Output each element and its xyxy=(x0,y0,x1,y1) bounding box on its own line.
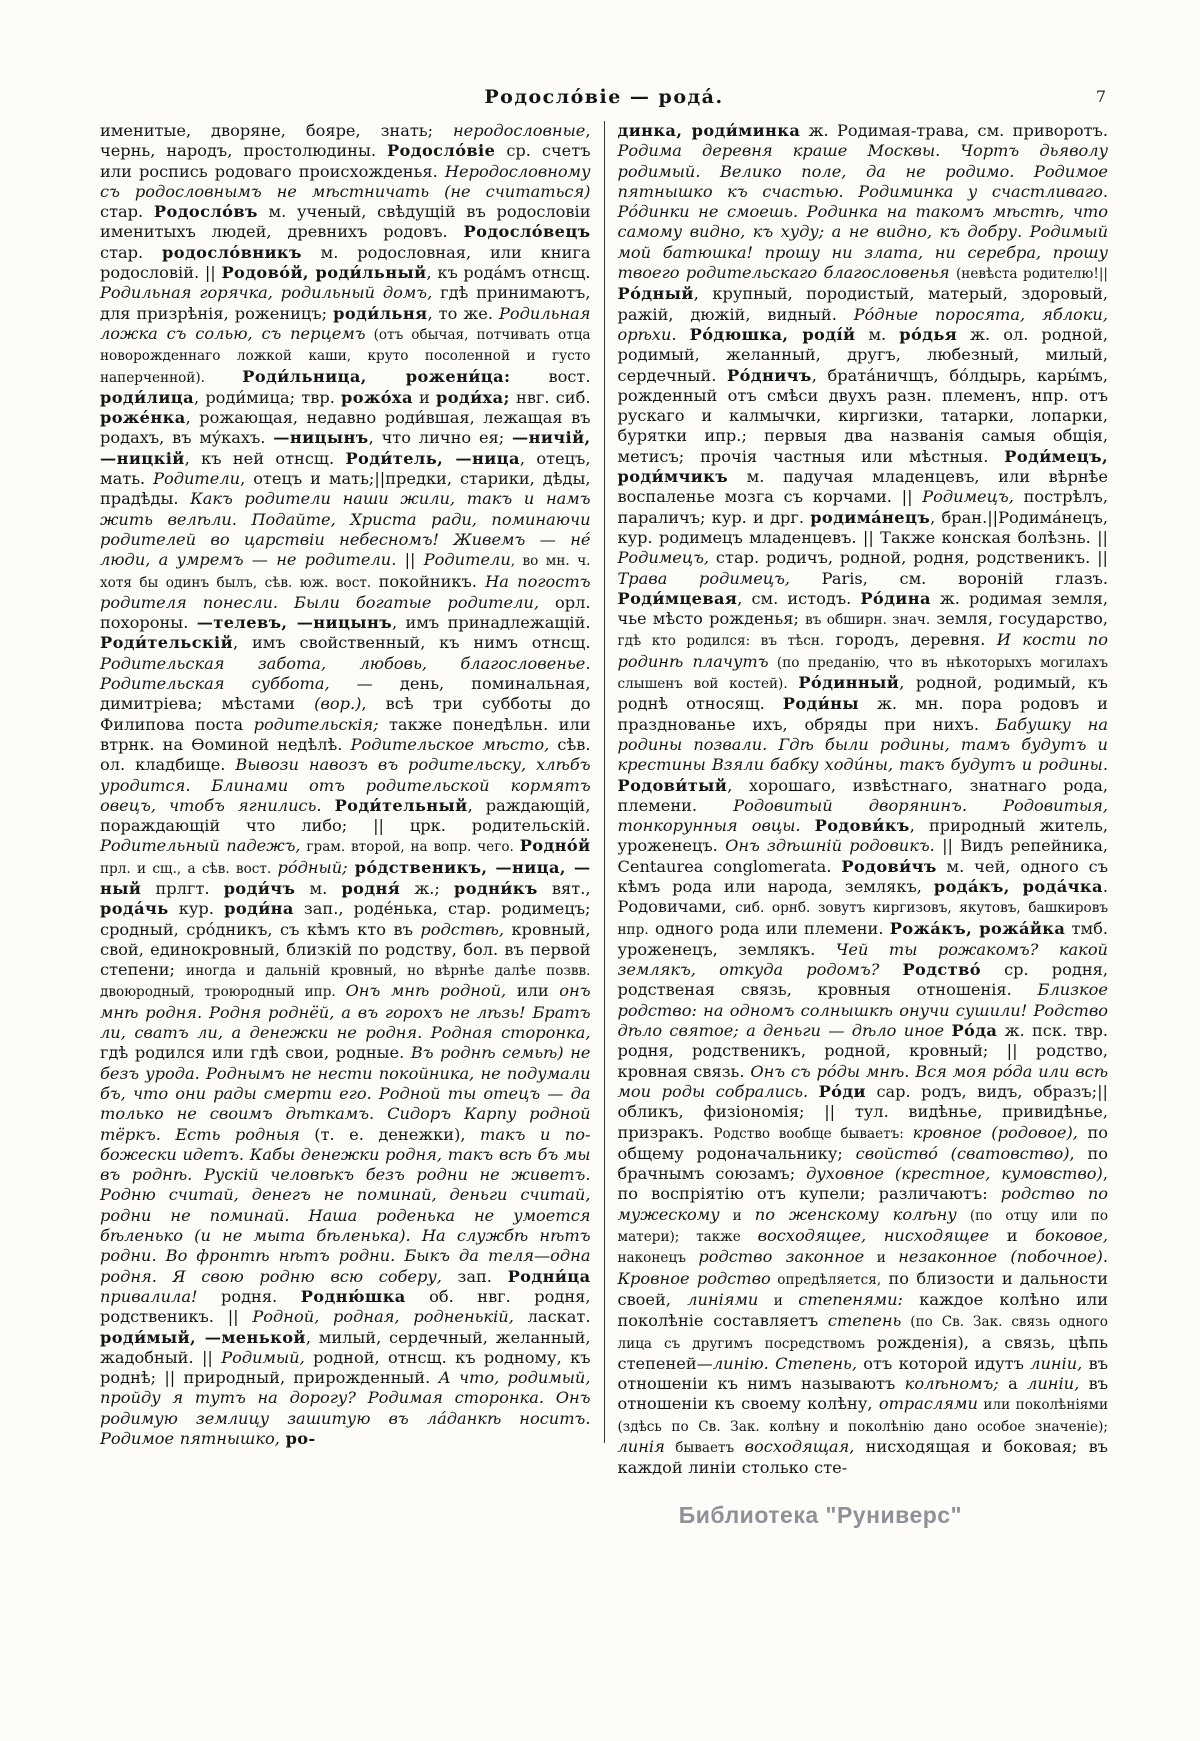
text-segment: по общему родоначальнику; xyxy=(617,1122,1108,1163)
text-segment: Роди́тельный xyxy=(334,795,468,815)
text-segment: восходящее, нисходящее xyxy=(757,1226,990,1246)
text-segment: Рóдный xyxy=(617,284,694,304)
text-segment: Родильная горячка, родильный домъ, xyxy=(100,283,433,303)
text-segment: Родители xyxy=(423,550,511,570)
text-segment: кур. xyxy=(168,899,225,919)
text-segment: м. xyxy=(855,324,900,344)
page-number: 7 xyxy=(1095,87,1106,106)
text-segment: , во мн. ч. хотя бы одинъ былъ, сѣв. юж. вост. xyxy=(100,553,591,591)
text-segment: наконецъ xyxy=(617,1250,699,1267)
text-segment: Рóдинный xyxy=(798,673,900,693)
text-segment: родня́ xyxy=(341,878,401,898)
text-segment: ласкат. xyxy=(513,1307,591,1327)
text-segment: незаконное (побочное). Кровное родство xyxy=(617,1247,1109,1288)
text-segment xyxy=(322,796,335,815)
text-segment: (вор.) xyxy=(314,694,362,714)
text-segment: ж. ол. родной, родимый, желанный, другъ, любезный, милый, сердечный. xyxy=(617,324,1108,385)
text-segment: ж.; xyxy=(400,878,455,898)
text-segment: иногда и дальній кровный, но вѣрнѣе далѣе позвв. двоюродный, троюродный ипр. xyxy=(100,963,591,1001)
text-segment: родáчь xyxy=(100,899,169,919)
text-segment: Родови́чъ xyxy=(841,856,937,876)
text-segment: , къ ней отнсщ. xyxy=(184,448,346,468)
text-segment: Родимецъ, xyxy=(922,487,1014,507)
text-segment: Роднóй xyxy=(519,836,591,856)
text-segment: грам. второй, на вопр. чего. xyxy=(300,839,520,856)
text-segment: Неродословному съ родословнымъ не мѣстничать (не считаться) xyxy=(100,161,591,201)
text-segment: Родню́шка xyxy=(300,1286,406,1306)
text-segment: опредѣляется, xyxy=(770,1271,882,1288)
text-segment: —ницынъ xyxy=(273,428,369,448)
text-segment: прл. и сщ., а сѣв. вост. xyxy=(100,860,278,877)
text-segment: (невѣста родителю!|| xyxy=(955,266,1108,283)
text-segment: Paris, см. вороній глазъ. xyxy=(790,568,1108,588)
text-segment: м. падучая младенцевъ, или вѣрнѣе воспаленье мозга съ корчами. || xyxy=(617,467,1108,507)
text-segment: рóдья xyxy=(899,324,958,344)
text-segment: роди́лица xyxy=(100,387,194,407)
text-segment: , крупный, породистый, матерый, здоровый, ражій, дюжій, видный. xyxy=(617,284,1108,324)
text-segment: Роди́тельскій xyxy=(100,633,233,653)
text-segment: такъ и по-божески идетъ. Кабы денежки родня, такъ всѣ бъ мы въ роднѣ. Рускій человѣкъ безъ родни не живетъ. Родню считай, денегъ не поминай, деньги считай, родни не поминай. Наша роденька не умоется бѣленько (и не мыта бѣленька). На службѣ нѣтъ родни. Во фронтѣ нѣтъ родни. Быкъ да теля—одна родня. Я свою родню всю соберу, xyxy=(100,1124,591,1286)
text-segment: , см. истодъ. xyxy=(737,588,861,608)
text-segment: ж. мн. пора родовъ и празднованье ихъ, обряды при нихъ. xyxy=(617,694,1108,734)
text-segment: родимáнецъ xyxy=(810,507,931,527)
text-segment: и xyxy=(989,1226,1036,1246)
text-segment: ж. пск. твр. родня, родственикъ, родной, кровный; || родство, кровная связь. xyxy=(617,1021,1109,1081)
text-segment: — день, поминальная, димитріева; мѣстами xyxy=(100,674,591,714)
text-segment: Родительское мѣсто, xyxy=(350,734,550,754)
text-segment: онъ мнѣ родня. Родня роднёй, а въ горохъ не лѣзь! Братъ ли, сватъ ли, а денежки не родня. Родная сторонка, xyxy=(100,981,591,1043)
text-segment: ро- xyxy=(285,1429,316,1448)
text-segment: ж. Родимая-трава, см. приворотъ. xyxy=(800,121,1108,140)
text-segment: Родительская забота, любовь, благословенье. Родительская суббота, xyxy=(100,653,591,694)
text-segment: , рожающая, недавно роди́вшая, лежащая въ родахъ, въ мýкахъ. xyxy=(100,408,591,448)
text-segment: рожéнка xyxy=(100,408,186,428)
page-header-title: Родослóвіе — родá. xyxy=(484,86,724,108)
text-segment: Рóди xyxy=(818,1081,866,1101)
text-segment: и xyxy=(758,1292,799,1309)
text-segment: Рóдные поросята, яблоки, орѣхи. xyxy=(617,304,1108,344)
text-segment: каждое колѣно или поколѣніе составляетъ xyxy=(617,1289,1108,1331)
text-segment: пострѣлъ, параличъ; кур. и дрг. xyxy=(617,487,1108,527)
text-segment: , братáничщъ, бóлдырь, кары́мъ, рожденный отъ смѣси двухъ разн. племенъ, нпр. отъ рускаго и калмычки, киргизки, татарки, лопарки, бурятки ипр.; первыя два названія самыя общія, метисъ; прочія частныя или мѣстныя. xyxy=(617,365,1108,466)
text-segment: , то же. xyxy=(427,303,500,323)
text-segment: неродословные xyxy=(453,121,586,140)
text-segment: Родствó xyxy=(902,960,981,980)
text-segment: Роди́льница, рожени́ца: xyxy=(242,366,511,386)
text-segment: въ отношеніи къ нимъ называютъ xyxy=(617,1353,1109,1394)
text-segment: . Родовичами, xyxy=(617,876,1108,917)
text-segment: Бабушку на родины позвали. Гдѣ были родины, тамъ будутъ и крестины Взяли бабку ходи́ны, такъ будутъ и родины. xyxy=(617,714,1108,775)
text-segment: || xyxy=(396,550,424,570)
text-segment: Онъ мнѣ родной, xyxy=(345,981,507,1001)
page-header xyxy=(100,86,1108,108)
text-segment: Рóда xyxy=(951,1021,998,1041)
text-segment: родительскія; xyxy=(253,714,379,734)
text-segment: , родной, родимый, къ роднѣ относящ. xyxy=(617,673,1108,714)
text-segment: , милый, сердечный, желанный, жадобный. || xyxy=(100,1327,591,1367)
text-segment: Роди́тель, —ница xyxy=(345,448,520,468)
text-segment: , отецъ и мать;||предки, старики, дѣды, прадѣды. xyxy=(100,469,591,509)
text-segment: —телевъ, —ницынъ xyxy=(196,613,393,633)
text-segment: по близости и дальности своей, xyxy=(617,1268,1108,1309)
text-segment: бываетъ xyxy=(664,1440,745,1456)
text-segment: Близкое родство: на одномъ солнышкѣ онучи сушили! Родство дѣло святое; а деньги — дѣло иное xyxy=(617,980,1108,1041)
text-segment: боковое, xyxy=(1035,1226,1109,1246)
text-segment: родáкъ, родáчка xyxy=(933,876,1103,896)
text-segment: вост. xyxy=(510,366,591,386)
text-segment: (по преданію, что въ нѣкоторыхъ могилахъ слышенъ вой костей). xyxy=(617,654,1108,693)
text-segment: , хорошаго, извѣстнаго, знатнаго рода, племени. xyxy=(617,775,1108,815)
text-segment: Роди́мцевая xyxy=(617,588,738,608)
text-segment: орл. похороны. xyxy=(100,592,591,633)
text-segment: восходящая, xyxy=(744,1437,855,1456)
text-segment: , всѣ три субботы до Филипова поста xyxy=(100,694,591,734)
text-segment: покойникъ. xyxy=(378,571,486,591)
text-segment: степенями: xyxy=(798,1289,903,1309)
text-segment: въ отношеніи къ своему колѣну, xyxy=(617,1374,1108,1414)
text-segment: колѣномъ; xyxy=(904,1374,999,1394)
text-segment: роди́льня xyxy=(333,303,428,323)
text-segment: , что лично ея; xyxy=(368,428,513,448)
text-segment: гдѣ родился или гдѣ свои, родные. xyxy=(100,1043,411,1063)
text-segment: динка, роди́минка xyxy=(617,121,801,140)
text-segment: рóдный; xyxy=(277,857,355,877)
text-segment: Вывози навозъ въ родительску, хлѣбъ уродится. Блинами отъ родительской кормятъ овецъ, чтобъ ягнились. xyxy=(100,755,591,815)
text-segment: Трава родимецъ, xyxy=(617,568,791,588)
text-segment: также понедѣльн. или втрнк. на Ѳоминой недѣлѣ. xyxy=(100,714,591,754)
text-segment: Родной, родная, родненькій, xyxy=(252,1307,514,1327)
text-segment: гдѣ принимаютъ, для призрѣнія, роженицъ; xyxy=(100,283,591,323)
text-segment: Онъ здѣшній родовикъ. xyxy=(725,836,935,856)
text-segment: Родослóвецъ xyxy=(463,222,591,242)
text-segment: привалила! xyxy=(100,1286,198,1306)
text-segment: степень xyxy=(827,1311,902,1331)
text-segment: роди́ха; xyxy=(436,387,510,407)
text-segment: , чернь, народъ, простолюдины. xyxy=(100,121,591,161)
text-segment: И кости по родинѣ плачутъ xyxy=(617,630,1108,671)
text-segment: Родослóвіе xyxy=(386,141,496,161)
text-segment: || Видъ репейника, Centaurea conglomerata. xyxy=(617,836,1109,876)
text-segment: Родови́тый xyxy=(617,775,728,795)
text-segment: Родимый, xyxy=(221,1347,305,1367)
text-segment: Родители xyxy=(153,469,241,489)
text-segment: м. родословная, или книга родословій. || xyxy=(100,242,591,283)
text-segment: , по брачнымъ союзамъ; xyxy=(617,1143,1108,1184)
text-segment: Рóдина xyxy=(860,588,931,608)
text-segment: тмб. уроженецъ, землякъ. xyxy=(617,918,1108,959)
text-segment: ср. счетъ или роспись родоваго происхожденья. xyxy=(100,141,591,181)
text-segment: кровное (родовое), xyxy=(912,1122,1078,1142)
text-segment: родня. xyxy=(197,1286,301,1306)
text-segment xyxy=(801,816,815,835)
text-segment: , природный житель, уроженецъ. xyxy=(617,816,1108,856)
right-column xyxy=(617,121,1109,1478)
column-divider xyxy=(604,121,605,1443)
text-segment: рожденія), а связь, цѣпь степеней— xyxy=(617,1332,1108,1373)
left-column xyxy=(100,121,591,1448)
text-segment: а xyxy=(998,1374,1028,1394)
text-segment xyxy=(808,1082,819,1101)
text-segment: родство законное xyxy=(698,1247,865,1267)
text-segment: Родительный падежъ, xyxy=(100,836,301,856)
text-segment: ж. родимая земля, чье мѣсто рожденья; xyxy=(617,588,1108,629)
text-segment: Роди́мецъ, роди́мчикъ xyxy=(617,446,1108,487)
text-segment: роди́на xyxy=(224,899,294,919)
text-segment: родство по мужескому xyxy=(617,1184,1108,1224)
text-segment: и xyxy=(719,1207,755,1224)
text-segment: стар. xyxy=(100,202,154,222)
text-segment: —ничій, —ницкій xyxy=(100,428,591,468)
text-segment: Родослóвъ xyxy=(153,202,258,222)
text-segment: Рóдничъ xyxy=(727,365,812,385)
text-segment: или xyxy=(506,981,560,1001)
text-segment: нисходящая и боковая; въ каждой линіи столько сте- xyxy=(617,1437,1108,1478)
text-segment: земля, государство, xyxy=(930,609,1108,629)
text-segment: Въ роднѣ семьѣ) не безъ урода. Роднымъ не нести покойника, не подумали бъ, что они рады смерти его. Родной ты отецъ — да только не своимъ дѣткамъ. Сидоръ Карпу родной тёркъ. Есть родныя xyxy=(100,1043,591,1144)
text-segment: линіи, xyxy=(1027,1374,1080,1394)
text-segment: (т. е. денежки), xyxy=(299,1124,481,1144)
text-segment: именитые, дворяне, бояре, знать; xyxy=(100,121,454,140)
text-segment: отраслями xyxy=(878,1394,978,1414)
text-segment: или поколѣніями (здѣсь по Св. Зак. колѣну и поколѣнію дано особое значеніе); xyxy=(617,1397,1109,1435)
text-segment: зап., роде́нька, стар. родимецъ; сродный, срóдникъ, съ кѣмъ кто въ xyxy=(100,899,591,939)
text-segment: Рожáкъ, рожáйка xyxy=(889,918,1066,938)
text-segment: Чей ты рожакомъ? какой землякъ, откуда родомъ? xyxy=(617,939,1108,980)
text-segment: Родовóй, роди́льный xyxy=(221,263,427,283)
text-segment: (отъ обычая, потчивать отца новорожденнаго ложкой каши, круто посоленной и густо наперченной). xyxy=(100,326,591,386)
text-segment: м. чей, одного съ кѣмъ рода или народа, землякъ, xyxy=(617,856,1109,896)
text-segment: рóдственикъ, —ница, —ный xyxy=(100,857,591,898)
text-segment: роди́чъ xyxy=(223,878,296,898)
text-segment: духовное (крестное, кумовство) xyxy=(806,1164,1103,1184)
text-columns xyxy=(100,121,1109,1478)
text-segment: , имъ свойственный, къ нимъ отнсщ. xyxy=(233,633,591,653)
text-segment: родствѣ, xyxy=(420,919,505,939)
text-segment: Родимецъ, xyxy=(617,548,710,568)
text-segment: , отецъ, мать. xyxy=(100,448,591,489)
text-segment: отъ которой идутъ xyxy=(857,1353,1031,1373)
library-watermark: Библиотека "Руниверс" xyxy=(678,1502,962,1528)
text-segment: Родни́ца xyxy=(507,1266,591,1286)
text-segment: Родови́къ xyxy=(814,816,910,836)
text-segment: линія xyxy=(617,1437,665,1456)
text-segment: кровный, свой, единокровный, близкій по родству, бол. въ первой степени; xyxy=(100,919,591,980)
text-segment: Роди́ны xyxy=(782,694,860,714)
text-segment: , къ родáмъ отнсщ. xyxy=(426,263,591,283)
text-segment: городъ, деревня. xyxy=(824,630,997,650)
text-segment: Какъ родители наши жили, такъ и намъ жить велѣли. Подайте, Христа ради, поминаючи родителей во царствіи небесномъ! Живемъ — не́ люди, а умремъ — не родители. xyxy=(100,489,591,570)
text-segment: сар. родъ, видъ, образъ;||обликъ, физіономія; || тул. видѣнье, привидѣнье, призракъ. xyxy=(617,1081,1108,1142)
text-segment: А что, родимый, пройду я тутъ на дорогу? Родимая сторонка. Онъ родимую землицу зашитую въ лáданкѣ носитъ. Родимое пятнышко, xyxy=(100,1368,591,1448)
text-segment: об. нвг. родня, родственикъ. || xyxy=(100,1286,591,1327)
text-segment: гдѣ кто родился: въ тѣсн. xyxy=(617,633,825,650)
text-segment xyxy=(879,960,902,979)
text-segment: вят., xyxy=(537,878,591,898)
text-segment: сиб. орнб. зовутъ киргизовъ, якутовъ, башкировъ нпр. xyxy=(617,900,1109,938)
text-segment: , роди́мица; твр. xyxy=(193,387,342,407)
text-segment: ср. родня, родственая связь, кровныя отношенія. xyxy=(617,960,1108,1000)
text-segment: Родство вообще бываетъ: xyxy=(713,1125,913,1142)
text-segment: въ обширн. знач. xyxy=(805,612,931,629)
text-segment: (по Св. Зак. связь одного лица съ другимъ посредствомъ xyxy=(617,1314,1108,1352)
text-segment: , раждающій, пораждающій что либо; || црк. родительскій. xyxy=(100,795,591,836)
text-segment: свойствó (сватовство) xyxy=(855,1143,1070,1163)
text-segment: , бран.||Родимáнецъ, кур. родимецъ младенцевъ. || Также конская болѣзнь. || xyxy=(617,507,1108,547)
text-segment: прлгт. xyxy=(141,878,224,898)
text-segment: и xyxy=(864,1250,899,1267)
text-segment: стар. родичъ, родной, родня, родственикъ. || xyxy=(709,548,1108,568)
text-segment: родной, отнсщ. къ родному, къ роднѣ; || природный, прирожденный. xyxy=(100,1347,591,1388)
text-segment: м. xyxy=(295,878,342,898)
text-segment: Родильная ложка съ солью, съ перцемъ xyxy=(100,303,591,343)
text-segment: зап. xyxy=(441,1266,508,1286)
text-segment: по женскому колѣну xyxy=(754,1204,957,1224)
text-segment: линіями xyxy=(687,1289,759,1309)
text-segment: линіи, xyxy=(1030,1353,1083,1373)
text-segment: роди́мый, —менькой xyxy=(100,1327,306,1347)
text-segment: сѣв. ол. кладбище. xyxy=(100,734,591,775)
text-segment: одного рода или племени. xyxy=(648,918,890,938)
text-segment: м. ученый, свѣдущій въ родословіи именитыхъ людей, древнихъ родовъ. xyxy=(100,202,591,242)
text-segment: Онъ съ рóды мнѣ. Вся моя рóда или всѣ мои роды собрались. xyxy=(617,1061,1108,1101)
text-segment: и xyxy=(412,387,437,407)
text-segment: Родовитый дворянинъ. Родовитыя, тонкорунныя овцы. xyxy=(617,795,1108,836)
text-segment: родни́къ xyxy=(454,878,538,898)
text-segment: линію. Степень, xyxy=(712,1353,858,1373)
text-segment: нвг. сиб. xyxy=(509,387,591,407)
text-segment: родослóвникъ xyxy=(162,242,302,262)
text-segment: Рóдюшка, роді́й xyxy=(689,324,856,344)
text-segment: стар. xyxy=(100,242,163,262)
text-segment: Родима деревня краше Москвы. Чортъ дьяволу родимый. Велико поле, да не родимо. Родимое пятнышко къ счастью. Родиминка у счастливаго. Рóдинки не смоешь. Родинка на такомъ мѣстѣ, что самому видно, къ худу; а не видно, къ добру. Родимый мой батюшка! прошу ни злата, ни серебра, прошу твоего родительскаго благословенья xyxy=(617,141,1108,283)
text-segment: , имъ принадлежащій. xyxy=(392,613,591,633)
text-segment: На погостъ родителя понесли. Были богатые родители, xyxy=(100,571,591,612)
text-segment: , по воспріятію отъ купели; различаютъ: xyxy=(617,1164,1108,1204)
text-segment: (по отцу или по матери); также xyxy=(617,1207,1109,1246)
text-segment: рожóха xyxy=(341,387,413,407)
text-segment xyxy=(677,325,690,344)
